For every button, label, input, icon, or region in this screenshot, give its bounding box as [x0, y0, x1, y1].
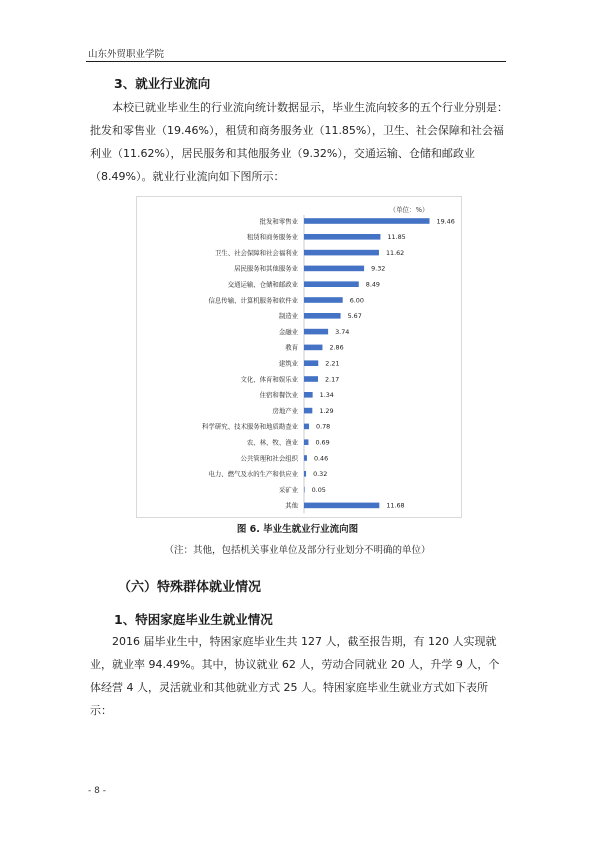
chart-bar	[304, 250, 379, 256]
chart-category-label: 金融业	[278, 327, 298, 336]
chart-category-label: 制造业	[278, 312, 298, 321]
chart-category-label: 电力、燃气及水的生产和供应业	[208, 470, 298, 479]
chart-bar	[304, 266, 364, 272]
chart-bar	[304, 234, 380, 240]
chart-value-label: 0.46	[313, 454, 329, 463]
chart-category-label: 交通运输、仓储和邮政业	[227, 280, 298, 289]
chart-category-label: 批发和零售业	[259, 217, 298, 226]
chart-category-label: 建筑业	[278, 359, 298, 368]
chart-category-label: 卫生、社会保障和社会福利业	[214, 248, 298, 257]
chart-svg	[137, 197, 461, 517]
chart-value-label: 0.78	[316, 422, 331, 431]
header-institution: 山东外贸职业学院	[88, 49, 165, 60]
chart-bar	[304, 345, 322, 351]
chart-category-label: 居民服务和其他服务业	[234, 264, 298, 273]
chart-value-label: 2.86	[329, 343, 344, 352]
chart-category-label: 租赁和商务服务业	[246, 233, 298, 242]
chart-bar	[304, 439, 308, 445]
page-number: - 8 -	[88, 786, 106, 796]
chart-value-label: 11.62	[385, 248, 405, 257]
chart-value-label: 0.69	[315, 438, 330, 447]
chart-bar	[304, 218, 430, 224]
chart-bar	[304, 503, 379, 509]
subsection-1-paragraph: 2016 届毕业生中，特困家庭毕业生共 127 人，截至报告期，有 120 人实现就业，就业率 94.49%。其中，协议就业 62 人，劳动合同就业 20 人，升学 9 人，个体经营 4 人，灵活就业和其他就业方式 25 人。特困家庭毕业生就业方式如下表所示：	[90, 635, 500, 717]
chart-value-label: 5.67	[347, 312, 362, 321]
chart-bar	[304, 392, 313, 398]
chart-bar	[304, 471, 306, 477]
chart-category-label: 房地产业	[272, 406, 298, 415]
chart-unit-label: （单位：%）	[389, 206, 429, 214]
chart-category-label: 文化、体育和娱乐业	[240, 375, 298, 384]
chart-value-label: 9.32	[371, 264, 386, 273]
chart-category-label: 教育	[285, 343, 298, 352]
subsection-1-title: 1、特困家庭毕业生就业情况	[114, 612, 273, 627]
chart-value-label: 6.00	[349, 296, 364, 305]
chart-category-label: 公共管理和社会组织	[240, 454, 298, 463]
chart-category-label: 采矿业	[278, 485, 298, 494]
chart-bar	[304, 455, 307, 461]
chart-bar	[304, 313, 341, 319]
section-6-title: （六）特殊群体就业情况	[118, 580, 262, 595]
chart-value-label: 8.49	[365, 280, 380, 289]
chart-category-label: 信息传输、计算机服务和软件业	[208, 296, 298, 305]
chart-category-label: 其他	[285, 501, 298, 510]
chart-value-label: 1.29	[319, 406, 334, 415]
chart-bar	[304, 281, 359, 287]
section-3-title: 3、就业行业流向	[114, 76, 211, 91]
chart-value-label: 11.68	[386, 501, 405, 510]
figure-note: （注：其他，包括机关事业单位及部分行业划分不明确的单位）	[164, 545, 431, 556]
chart-category-label: 科学研究、技术服务和地质勘查业	[202, 422, 298, 431]
industry-flow-chart	[136, 196, 462, 518]
chart-value-label: 2.17	[324, 375, 340, 384]
chart-bar	[304, 329, 328, 335]
section-3-paragraph: 本校已就业毕业生的行业流向统计数据显示，毕业生流向较多的五个行业分别是：批发和零售业（19.46%），租赁和商务服务业（11.85%），卫生、社会保障和社会福利业（11.62%），居民服务和其他服务业（9.32%），交通运输、仓储和邮政业（8.49%）。就业行业流向如下图所示：	[90, 101, 508, 183]
chart-bar	[304, 424, 309, 430]
chart-value-label: 3.74	[335, 327, 350, 336]
chart-value-label: 0.32	[313, 470, 328, 479]
chart-value-label: 19.46	[436, 217, 455, 226]
chart-value-label: 2.21	[325, 359, 340, 368]
figure-caption: 图 6. 毕业生就业行业流向图	[236, 524, 359, 535]
chart-category-label: 住宿和餐饮业	[259, 391, 298, 400]
chart-bar	[304, 408, 312, 414]
chart-value-label: 0.05	[311, 485, 326, 494]
chart-category-label: 农、林、牧、渔业	[246, 438, 298, 447]
chart-value-label: 1.34	[319, 391, 334, 400]
chart-bar	[304, 360, 318, 366]
chart-bar	[304, 487, 305, 493]
header-rule	[86, 61, 506, 62]
chart-value-label: 11.85	[387, 233, 406, 242]
chart-bar	[304, 376, 318, 382]
chart-bar	[304, 297, 343, 303]
